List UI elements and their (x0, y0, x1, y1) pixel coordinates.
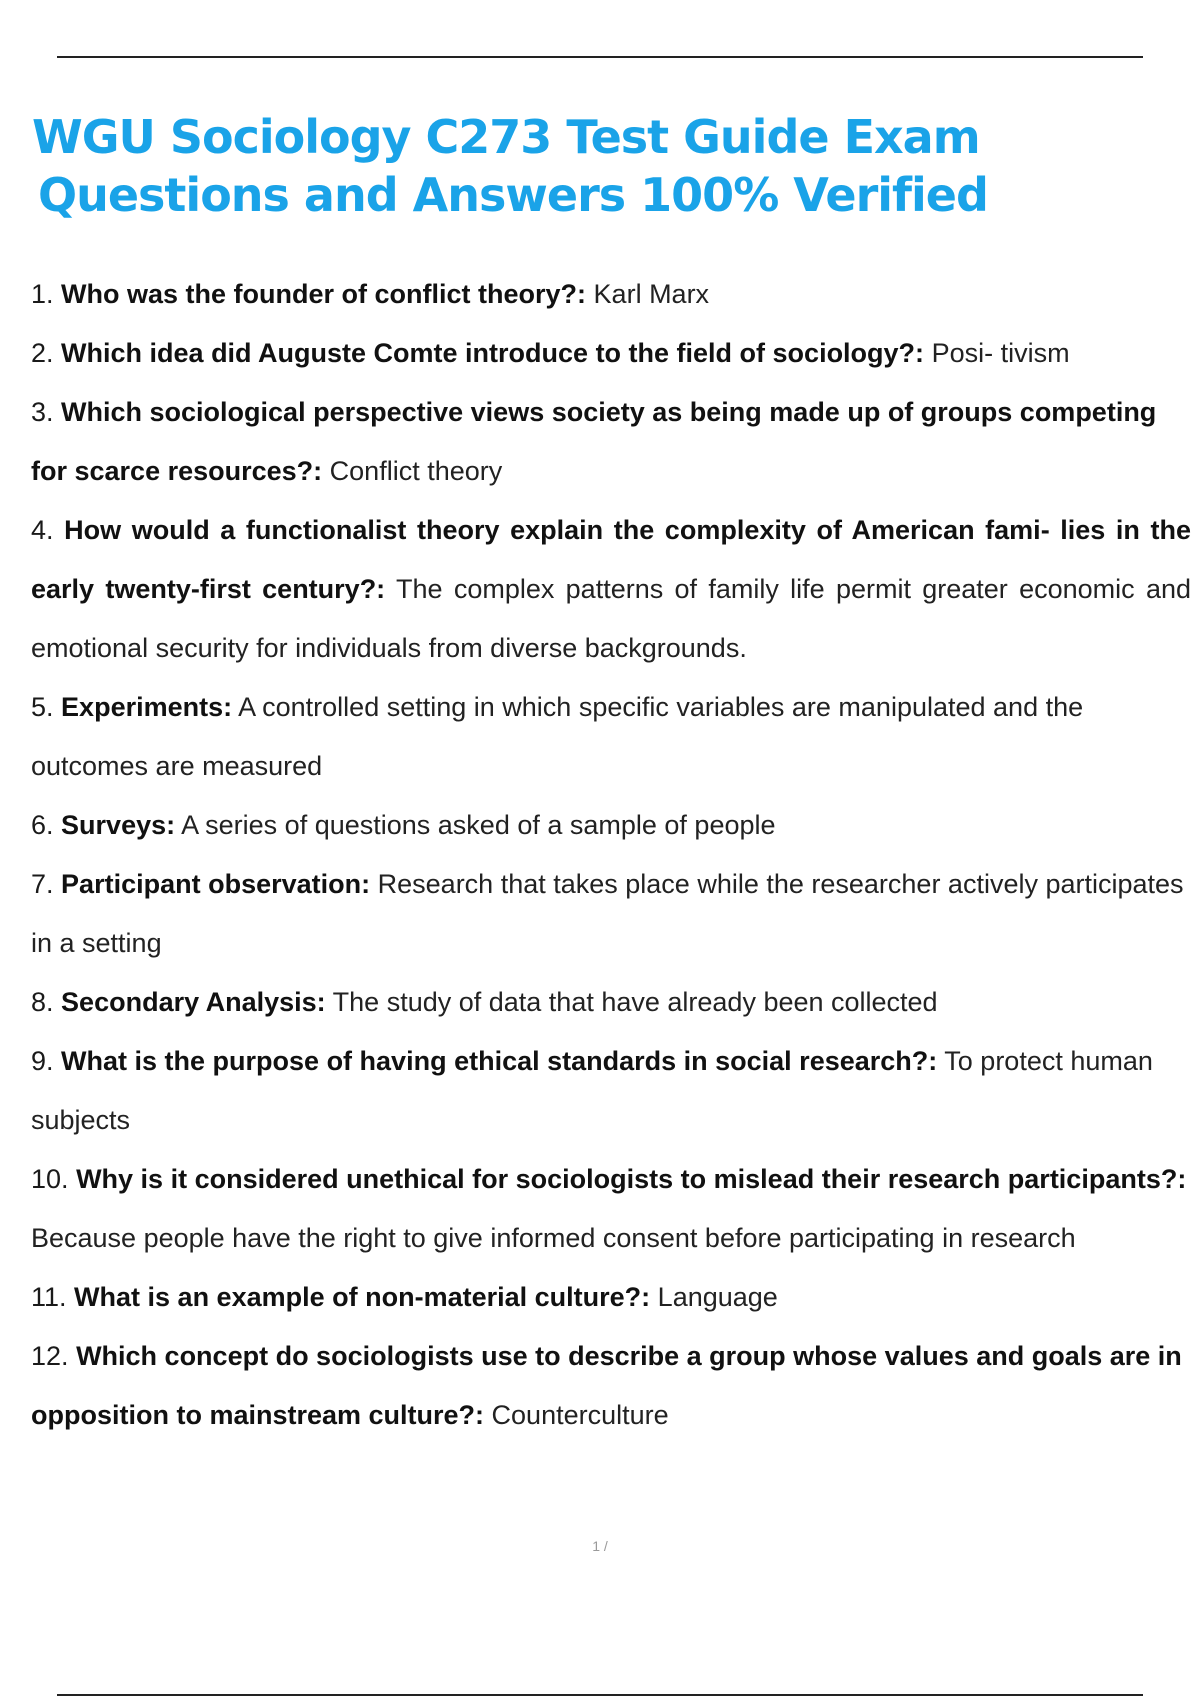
question-text: Secondary Analysis: (61, 987, 326, 1017)
question-number: 1. (31, 279, 54, 309)
question-number: 3. (31, 397, 54, 427)
top-divider (57, 56, 1143, 58)
question-item-10 (31, 1150, 1191, 1268)
answer-text: A series of questions asked of a sample of people (181, 810, 776, 840)
question-item-6 (31, 796, 1191, 855)
answer-text: The complex patterns of family life permit greater economic and emotional security for individuals from diverse backgrounds. (31, 574, 1191, 663)
question-item-4 (31, 501, 1191, 678)
question-item-5 (31, 678, 1191, 796)
question-list (31, 265, 1191, 1445)
answer-text: A controlled setting in which specific variables are manipulated and the outcomes are measured (31, 692, 1084, 781)
answer-text: To protect human subjects (31, 1046, 1153, 1135)
answer-text: Conflict theory (329, 456, 503, 486)
question-number: 11. (31, 1282, 67, 1312)
question-text: Which concept do sociologists use to describe a group whose values and goals are in opposition to mainstream culture?: (31, 1341, 1182, 1430)
question-text: Who was the founder of conflict theory?: (61, 279, 587, 309)
question-text: Why is it considered unethical for sociologists to mislead their research participants?: (76, 1164, 1187, 1194)
question-item-8 (31, 973, 1191, 1032)
question-number: 4. (31, 515, 54, 545)
answer-text: Language (657, 1282, 778, 1312)
answer-text: Because people have the right to give informed consent before participating in research (31, 1223, 1076, 1253)
question-text: What is the purpose of having ethical standards in social research?: (61, 1046, 938, 1076)
question-number: 7. (31, 869, 54, 899)
question-text: Experiments: (61, 692, 233, 722)
question-item-3 (31, 383, 1191, 501)
question-item-11 (31, 1268, 1191, 1327)
question-item-9 (31, 1032, 1191, 1150)
question-text: Which idea did Auguste Comte introduce to the field of sociology?: (61, 338, 925, 368)
question-item-1 (31, 265, 1191, 324)
answer-text: Counterculture (491, 1400, 669, 1430)
question-number: 5. (31, 692, 54, 722)
answer-text: Karl Marx (593, 279, 710, 309)
bottom-divider (57, 1694, 1143, 1696)
question-text: How would a functionalist theory explain the complexity of American fami- lies in the early twenty-first century?: (31, 515, 1191, 604)
question-item-2 (31, 324, 1191, 383)
answer-text: The study of data that have already been collected (332, 987, 938, 1017)
question-text: Which sociological perspective views society as being made up of groups competing for scarce resources?: (31, 397, 1157, 486)
question-number: 6. (31, 810, 54, 840)
title-line-2: Questions and Answers 100% Verified (38, 168, 988, 222)
question-number: 10. (31, 1164, 69, 1194)
question-text: What is an example of non-material culture?: (74, 1282, 651, 1312)
question-item-12 (31, 1327, 1191, 1445)
answer-text: Research that takes place while the researcher actively participates in a setting (31, 869, 1184, 958)
question-number: 12. (31, 1341, 69, 1371)
page-number: 1 / (592, 1538, 608, 1554)
question-item-7 (31, 855, 1191, 973)
question-number: 9. (31, 1046, 54, 1076)
answer-text: Posi- tivism (931, 338, 1070, 368)
question-number: 2. (31, 338, 54, 368)
title-line-1: WGU Sociology C273 Test Guide Exam (32, 110, 980, 164)
question-text: Participant observation: (61, 869, 371, 899)
question-number: 8. (31, 987, 54, 1017)
document-title (32, 108, 1032, 224)
question-text: Surveys: (61, 810, 176, 840)
